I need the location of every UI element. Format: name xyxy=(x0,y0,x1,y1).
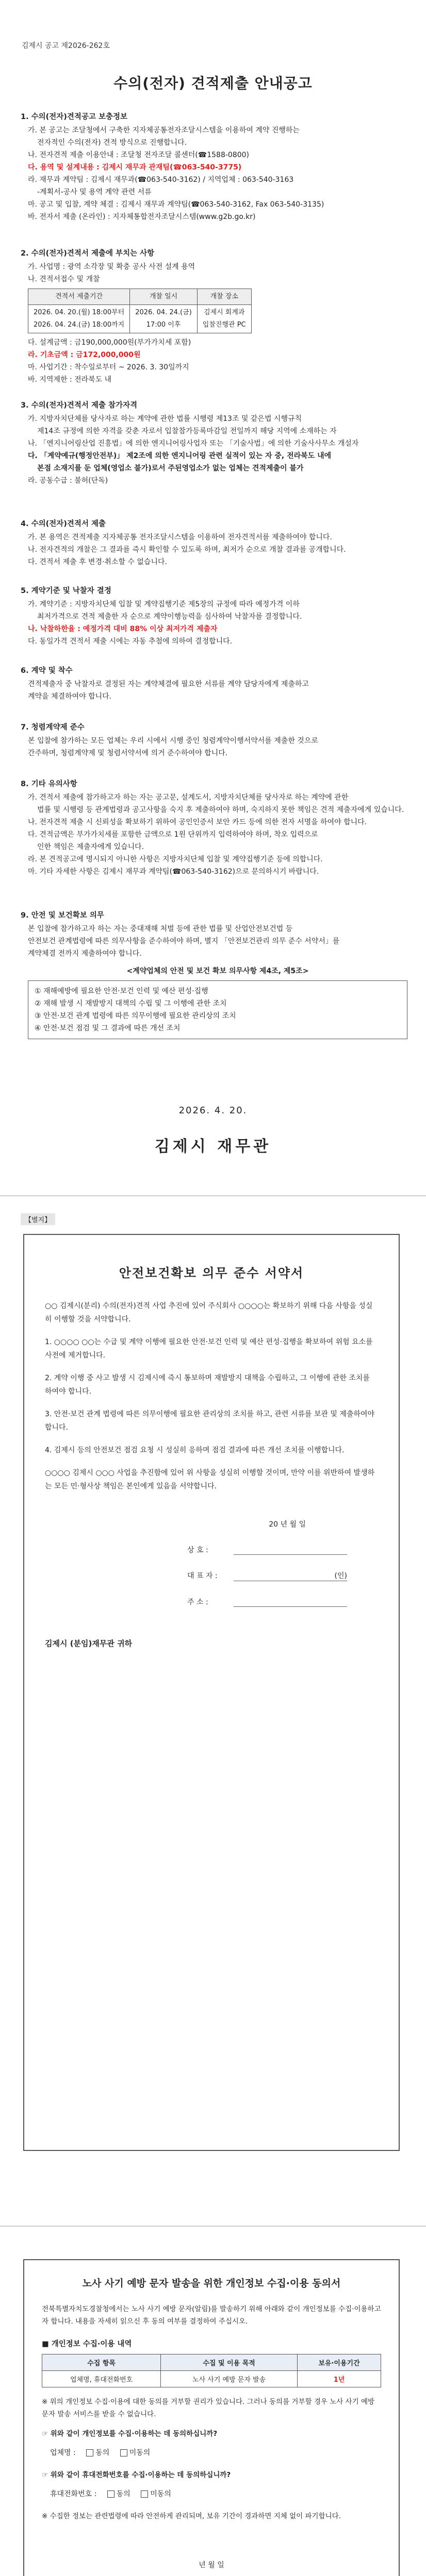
section-1-line: -계획서-공사 및 용역 계약 관련 서류 xyxy=(37,188,152,196)
agree-label: 동의 xyxy=(116,2490,130,2498)
section-9-line: 계약체결 전까지 제출하여야 합니다. xyxy=(28,950,142,958)
consent-table-cell: 노사 사기 예방 문자 발송 xyxy=(161,2371,298,2387)
pledge-paragraph: ○○○○ 김제시 ○○○ 사업을 추진함에 있어 위 사항을 성실히 이행할 것이며, 만약 이를 위반하여 발생하는 모든 민·형사상 책임은 본인에게 있음을 서약합니다. xyxy=(45,1469,375,1490)
section-4-line: 다. 견적서 제출 후 변경·취소할 수 없습니다. xyxy=(28,558,167,566)
pledge-form xyxy=(23,1234,400,2151)
section-5-line: 가. 계약기준 : 지방자치단체 입찰 및 계약집행기준 제5장의 규정에 따라 예정가격 이하 xyxy=(28,600,300,608)
obligation-item: ③ 안전·보건 관계 법령에 따른 의무이행에 필요한 관리상의 조치 xyxy=(35,1012,236,1020)
section-2 xyxy=(21,247,407,386)
section-3-line: 가. 지방자치단체를 당사자로 하는 계약에 관한 법률 시행령 제13조 및 같은법 시행규칙 xyxy=(28,415,302,423)
schedule-header: 개찰 일시 xyxy=(130,289,198,305)
obligation-item: ② 재해 발생 시 재발방지 대책의 수립 및 그 이행에 관한 조치 xyxy=(35,999,227,1008)
section-5-heading: 5. 계약기준 및 낙찰자 결정 xyxy=(21,587,111,595)
section-1-line: 가. 본 공고는 조달청에서 구축한 지자체공통전자조달시스템을 이용하여 계약 진행하는 xyxy=(28,126,300,134)
disagree-checkbox[interactable] xyxy=(141,2490,148,2498)
attachment-label: 【별지】 xyxy=(21,1213,55,1225)
section-3-line: 본점 소재지를 둔 업체(영업소 불가)로서 주된영업소가 없는 업체는 견적제출이 불가 xyxy=(37,464,304,472)
consent-table-header: 수집 항목 xyxy=(42,2354,161,2371)
section-5 xyxy=(21,585,407,648)
section-8-line: 인한 책임은 제출자에게 있습니다. xyxy=(37,843,144,851)
address-field[interactable] xyxy=(45,1597,347,1607)
section-8-line: 나. 전자견적 제출 시 신뢰성을 확보하기 위하여 공인인증서 보안 카드 등에 의한 전자 서명을 하여야 합니다. xyxy=(28,818,367,826)
section-2-line: 나. 견적서접수 및 개찰 xyxy=(28,275,100,283)
company-field-label: 상 호 : xyxy=(187,1546,208,1554)
address-field-label: 주 소 : xyxy=(187,1598,208,1606)
pledge-paragraph: 4. 김제시 등의 안전보건 점검 요청 시 성실히 응하며 점검 결과에 따른 개선 조치를 이행합니다. xyxy=(45,1446,345,1454)
consent-table xyxy=(42,2354,381,2387)
section-3 xyxy=(21,399,407,487)
section-5-line: 다. 동일가격 견적서 제출 시에는 자동 추첨에 의하여 결정합니다. xyxy=(28,637,233,646)
address-field-line[interactable] xyxy=(234,1597,347,1607)
section-2-line xyxy=(28,349,407,361)
disagree-label: 미동의 xyxy=(129,2449,151,2457)
consent-date: 년 월 일 xyxy=(199,2561,224,2569)
section-4-line: 가. 본 용역은 견적제출 지자체공통 전자조달시스템을 이용하여 전자견적서를 제출하여야 합니다. xyxy=(28,533,332,541)
section-3-line: 나. 「엔지니어링산업 진흥법」에 의한 엔지니어링사업자 또는 「기술사법」에 의한 기술사사무소 개설자 xyxy=(28,439,359,448)
representative-field-line[interactable]: (인) xyxy=(234,1570,347,1581)
agree-checkbox[interactable] xyxy=(107,2490,114,2498)
consent-table-header: 수집 및 이용 목적 xyxy=(161,2354,298,2371)
section-1-line: 바. 전자서 제출 (온라인) : 지자체통합전자조달시스템(www.g2b.go.kr) xyxy=(28,213,256,221)
agree-checkbox[interactable] xyxy=(86,2449,93,2456)
disagree-label: 미동의 xyxy=(150,2490,171,2498)
section-4-line: 나. 전자견적의 개찰은 그 결과를 즉시 확인할 수 있도록 하며, 최저가 순으로 개찰 결과를 공개합니다. xyxy=(28,546,346,554)
consent-title: 노사 사기 예방 문자 발송을 위한 개인정보 수집·이용 동의서 xyxy=(82,2278,341,2289)
section-2-line: 바. 지역제한 : 전라북도 내 xyxy=(28,376,112,384)
section-8-line: 다. 견적금액은 부가가치세를 포함한 금액으로 1원 단위까지 입력하여야 하며, 착오 입력으로 xyxy=(28,831,318,839)
issuer: 김제시 재무관 xyxy=(154,1138,272,1156)
consent-question: ☞ 위와 같이 휴대전화번호를 수집·이용하는 데 동의하십니까? xyxy=(42,2471,231,2479)
notice-date: 2026. 4. 20. xyxy=(178,1105,248,1116)
section-7-line: 간주하며, 청렴계약제 및 청렴서약서에 의거 준수하여야 합니다. xyxy=(28,749,228,757)
section-3-line: 다. 「계약예규(행정안전부)」 제2조에 의한 엔지니어링 관련 실적이 있는 자 중, 전라북도 내에 xyxy=(28,452,332,460)
section-1-line: 나. 전자견적 제출 이용안내 : 조달청 전자조달 콜센터(☎1588-0800) xyxy=(28,151,249,159)
consent-choice-label: 업체명 : xyxy=(50,2449,76,2457)
section-6-line: 계약을 체결하여야 합니다. xyxy=(28,692,112,701)
section-1 xyxy=(21,111,407,223)
schedule-header: 견적서 제출기간 xyxy=(28,289,130,305)
section-3-heading: 3. 수의(전자)견적서 제출 참가자격 xyxy=(21,401,138,410)
section-8-line: 가. 견적서 제출에 참가하고자 하는 자는 공고문, 설계도서, 지방자치단체를 당사자로 하는 계약에 관한 xyxy=(28,793,349,802)
consent-form xyxy=(23,2259,400,2576)
section-3-line: 제14조 규정에 의한 자격을 갖춘 자로서 입찰참가등록마감일 전일까지 해당 지역에 소재하는 자 xyxy=(37,427,337,435)
section-4-heading: 4. 수의(전자)견적서 제출 xyxy=(21,520,106,528)
pledge-paragraph: 3. 안전·보건 관계 법령에 따른 의무이행에 필요한 관리상의 조치를 하고, 관련 서류를 보관 및 제출하여야 합니다. xyxy=(45,1410,375,1432)
section-8 xyxy=(21,778,407,878)
consent-question: ☞ 위와 같이 개인정보를 수집·이용하는 데 동의하십니까? xyxy=(42,2430,218,2438)
base-amount: 라. 기초금액 : 금172,000,000원 xyxy=(28,351,141,359)
section-9-line: 안전보건 관계법령에 따른 의무사항을 준수하여야 하며, 별지 「안전보건관리 의무 준수 서약서」를 xyxy=(28,937,340,945)
section-1-line xyxy=(28,161,407,174)
company-field[interactable] xyxy=(45,1545,347,1555)
section-6-heading: 6. 계약 및 착수 xyxy=(21,667,73,675)
section-8-heading: 8. 기타 유의사항 xyxy=(21,780,77,788)
page-divider xyxy=(0,1195,426,1196)
schedule-cell: 2026. 04. 20.(월) 18:00부터 2026. 04. 24.(금) 18:00까지 xyxy=(28,305,130,333)
pledge-title: 안전보건확보 의무 준수 서약서 xyxy=(119,1266,304,1280)
section-4 xyxy=(21,518,407,568)
section-9 xyxy=(21,909,407,1042)
pledge-date: 20 년 월 일 xyxy=(269,1520,306,1529)
section-2-line: 다. 설계금액 : 금190,000,000원(부가가치세 포함) xyxy=(28,338,191,347)
obligation-item: ④ 안전·보건 점검 및 그 결과에 따른 개선 조치 xyxy=(35,1024,181,1032)
section-1-line: 전자적인 수의(전자) 견적 방식으로 진행합니다. xyxy=(37,139,187,147)
page-title: 수의(전자) 견적제출 안내공고 xyxy=(113,75,313,92)
section-1-line: 마. 공고 및 입찰, 계약 체결 : 김제시 재무과 계약팀(☎063-540-3162, Fax 063-540-3135) xyxy=(28,200,324,209)
section-6 xyxy=(21,665,407,703)
section-6-line: 견적제출자 중 낙찰자로 결정된 자는 계약체결에 필요한 서류를 계약 담당자에게 제출하고 xyxy=(28,680,309,688)
consent-intro: 전북특별자치도경찰청에서는 노사 사기 예방 문자(알림)를 발송하기 위해 아래와 같이 개인정보를 수집·이용하고자 합니다. 내용을 자세히 읽으신 후 동의 여부를 결정하여 주십시오. xyxy=(42,2305,381,2326)
notice-number: 김제시 공고 제2026-262호 xyxy=(22,42,110,50)
section-2-heading: 2. 수의(전자)견적서 제출에 부치는 사항 xyxy=(21,249,155,258)
representative-field-label: 대 표 자 : xyxy=(187,1572,218,1580)
lower-limit-rate: 나. 낙찰하한율 : 예정가격 대비 88% 이상 최저가격 제출자 xyxy=(28,625,218,633)
section-8-line: 마. 기타 자세한 사항은 김제시 재무과 계약팀(☎063-540-3162)으로 문의하시기 바랍니다. xyxy=(28,868,319,876)
section-9-heading: 9. 안전 및 보건확보 의무 xyxy=(21,911,104,920)
section-8-line: 라. 본 견적공고에 명시되지 아니한 사항은 지방자치단체 입찰 및 계약집행기준 등에 의합니다. xyxy=(28,855,323,863)
section-7-heading: 7. 청렴계약제 준수 xyxy=(21,723,85,732)
section-8-line: 법률 및 시행령 등 관계법령과 공고사항을 숙지 후 제출하여야 하며, 숙지하지 못한 책임은 견적 제출자에게 있습니다. xyxy=(37,806,404,814)
agree-label: 동의 xyxy=(95,2449,110,2457)
consent-section-heading: ■ 개인정보 수집·이용 내역 xyxy=(42,2340,132,2348)
section-2-line: 마. 사업기간 : 착수일로부터 ~ 2026. 3. 30일까지 xyxy=(28,363,189,371)
consent-table-cell: 1년 xyxy=(298,2371,381,2387)
pledge-paragraph: ○○ 김제시(분리) 수의(전자)견적 사업 추진에 있어 주식회사 ○○○○는 확보하기 위해 다음 사항을 성실히 이행할 것을 서약합니다. xyxy=(45,1302,373,1324)
consent-table-header: 보유·이용기간 xyxy=(298,2354,381,2371)
consent-note: ※ 위의 개인정보 수집·이용에 대한 동의를 거부할 권리가 있습니다. 그러나 동의를 거부할 경우 노사 사기 예방 문자 발송 서비스를 받을 수 없습니다. xyxy=(42,2398,375,2418)
section-7-line: 본 입찰에 참가하는 모든 업체는 우리 시에서 시행 중인 청렴계약이행서약서를 제출한 것으로 xyxy=(28,737,318,745)
schedule-header: 개찰 장소 xyxy=(197,289,251,305)
obligation-item: ① 재해예방에 필요한 안전·보건 인력 및 예산 편성·집행 xyxy=(35,987,208,995)
pledge-paragraph: 1. ○○○○ ○○는 수급 및 계약 이행에 필요한 안전·보건 인력 및 예산 편성·집행을 확보하여 위험 요소를 사전에 제거합니다. xyxy=(45,1338,373,1360)
pledge-paragraph: 2. 계약 이행 중 사고 발생 시 김제시에 즉시 통보하며 재발방지 대책을 수립하고, 그 이행에 관한 조치를 하여야 합니다. xyxy=(45,1374,370,1396)
consent-choice-label: 휴대전화번호 : xyxy=(50,2490,97,2498)
schedule-table xyxy=(28,289,252,333)
section-7 xyxy=(21,721,407,759)
company-field-line[interactable] xyxy=(234,1545,347,1555)
consent-sign-area xyxy=(42,2553,381,2576)
consent-table-cell: 업체명, 휴대전화번호 xyxy=(42,2371,161,2387)
disagree-checkbox[interactable] xyxy=(120,2449,127,2456)
obligation-box-title: <계약업체의 안전 및 보건 확보 의무사항 제4조, 제5조> xyxy=(126,967,309,975)
section-5-line xyxy=(28,623,407,635)
section-9-line: 본 입찰에 참가하고자 하는 자는 중대재해 처벌 등에 관한 법률 및 산업안전보건법 등 xyxy=(28,925,293,933)
consent-choice-row xyxy=(50,2447,381,2458)
consent-choice-row xyxy=(50,2488,381,2499)
section-1-heading: 1. 수의(전자)견적공고 보충정보 xyxy=(21,113,128,121)
pledge-recipient: 김제시 (분임)재무관 귀하 xyxy=(45,1639,133,1648)
schedule-cell: 김제시 회계과 입찰진행관 PC xyxy=(197,305,251,333)
section-1-line: 라. 재무과 계약팀 : 김제시 재무과(☎063-540-3162) / 지역업체 : 063-540-3163 xyxy=(28,176,294,184)
schedule-cell: 2026. 04. 24.(금) 17:00 이후 xyxy=(130,305,198,333)
section-2-line: 가. 사업명 : 광역 소각장 및 확충 공사 사전 설계 용역 xyxy=(28,263,195,271)
section-3-line: 라. 공동수급 : 불허(단독) xyxy=(28,477,108,485)
page-divider xyxy=(0,2226,426,2227)
consent-extra: ※ 수집한 정보는 관련법령에 따라 안전하게 관리되며, 보유 기간이 경과하면 지체 없이 파기합니다. xyxy=(42,2512,341,2520)
design-contact: 다. 용역 및 설계내용 : 김제시 재무과 관재팀(☎063-540-3775) xyxy=(28,163,242,172)
obligation-box xyxy=(28,980,407,1039)
representative-field[interactable] xyxy=(45,1570,347,1581)
section-5-line: 최저가격으로 견적 제출한 자 순으로 계약이행능력을 심사하여 낙찰자를 결정합니다. xyxy=(37,613,302,621)
